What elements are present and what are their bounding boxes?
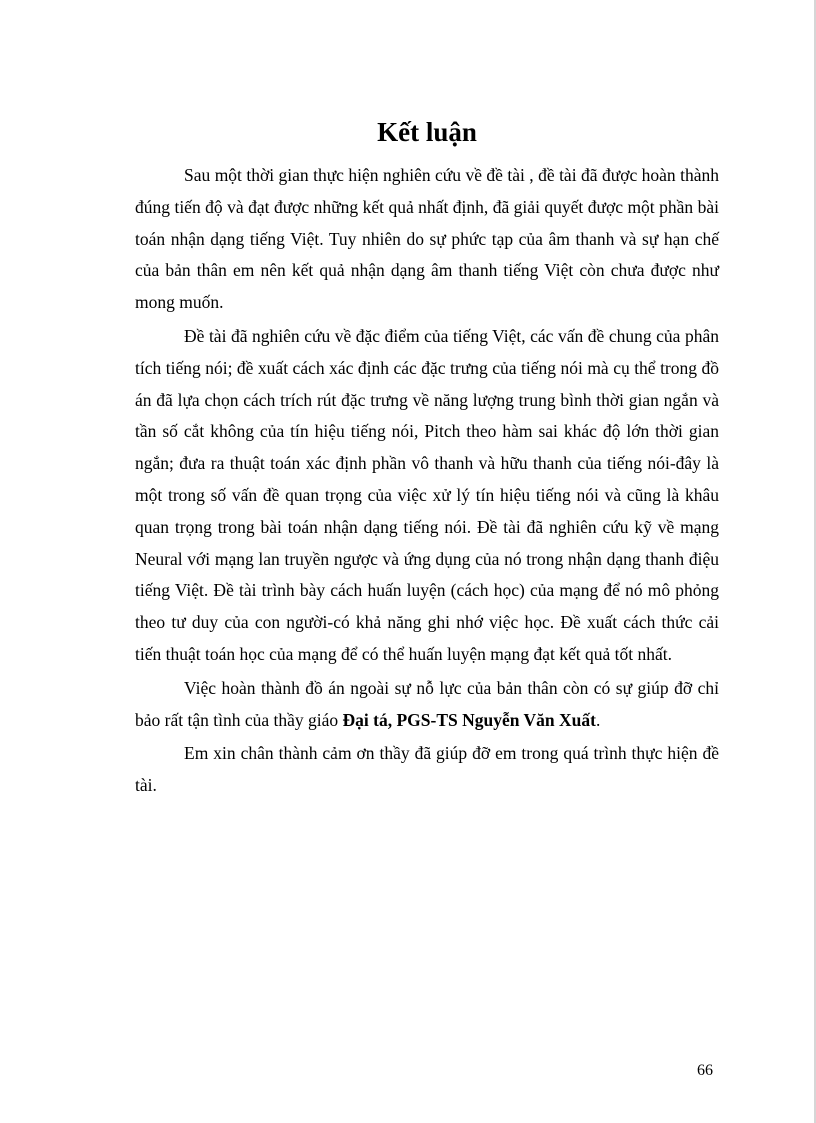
document-body <box>135 112 719 804</box>
acknowledgement-end: . <box>595 709 601 730</box>
page-number: 66 <box>697 1062 713 1079</box>
page-title: Kết luận <box>377 117 477 147</box>
paragraph-research: Đề tài đã nghiên cứu về đặc điểm của tiếng Việt, các vấn đề chung của phân tích tiếng nói; đề xuất cách xác định các đặc trưng của tiếng nói mà cụ thể trong đồ án đã lựa chọn cách trích rút đặc trưng về năng lượng trung bình thời gian ngắn và tần số cắt không của tín hiệu tiếng nói, Pitch theo hàm sai khác độ lớn thời gian ngắn; đưa ra thuật toán xác định phần vô thanh và hữu thanh của tiếng nói-đây là một trong số vấn đề quan trọng của việc xử lý tín hiệu tiếng nói và cũng là khâu quan trọng trong bài toán nhận dạng tiếng nói. Đề tài đã nghiên cứu kỹ về mạng Neural với mạng lan truyền ngược và ứng dụng của nó trong nhận dạng thanh điệu tiếng Việt. Đề tài trình bày cách huấn luyện (cách học) của mạng để nó mô phỏng theo tư duy của con người-có khả năng ghi nhớ việc học. Đề xuất cách thức cải tiến thuật toán học của mạng để có thể huấn luyện mạng đạt kết quả tốt nhất. <box>135 325 719 664</box>
advisor-name: Đại tá, PGS-TS Nguyễn Văn Xuất <box>342 709 596 730</box>
paragraph-intro: Sau một thời gian thực hiện nghiên cứu về đề tài , đề tài đã được hoàn thành đúng tiến độ và đạt được những kết quả nhất định, đã giải quyết được một phần bài toán nhận dạng tiếng Việt. Tuy nhiên do sự phức tạp của âm thanh và sự hạn chế của bản thân em nên kết quả nhận dạng âm thanh tiếng Việt còn chưa được như mong muốn. <box>135 165 719 313</box>
acknowledgement-text: Việc hoàn thành đồ án ngoài sự nỗ lực của bản thân còn có sự giúp đỡ chỉ bảo rất tận tình của thầy giáo <box>135 677 719 730</box>
paragraph-acknowledgement <box>135 673 719 737</box>
paragraph-closing: Em xin chân thành cảm ơn thầy đã giúp đỡ em trong quá trình thực hiện đề tài. <box>135 743 719 796</box>
